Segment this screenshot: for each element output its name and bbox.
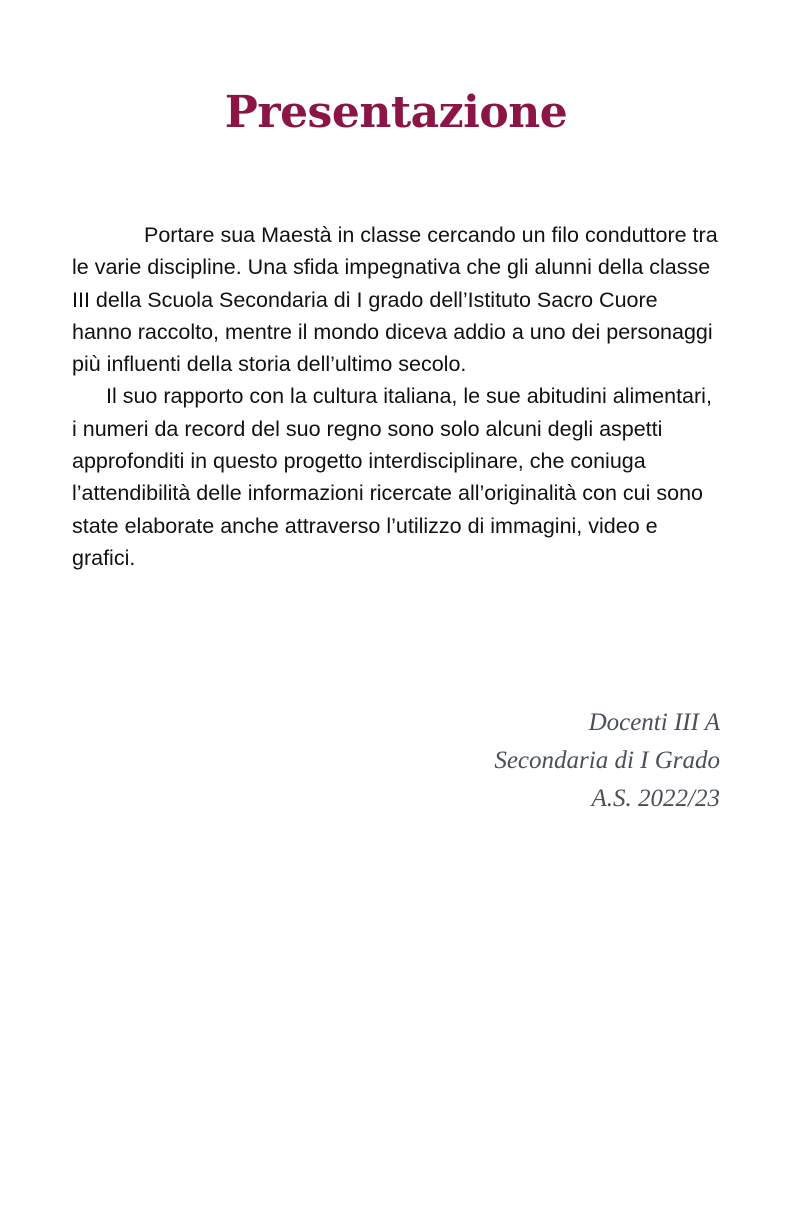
- paragraph-1: Portare sua Maestà in classe cercando un filo conduttore tra le varie discipline. Una sfida impegnativa che gli alunni della classe III della Scuola Secondaria di I grado dell’Istituto Sacro Cuore hanno raccolto, mentre il mondo diceva addio a uno dei personaggi più influenti della storia dell’ultimo secolo.: [72, 223, 718, 377]
- paragraph-2: Il suo rapporto con la cultura italiana, le sue abitudini alimentari, i numeri da record del suo regno sono solo alcuni degli aspetti approfonditi in questo progetto interdisciplinare, che coniuga l’attendibilità delle informazioni ricercate all’originalità con cui sono state elaborate anche attraverso l’utilizzo di immagini, video e grafici.: [72, 384, 712, 570]
- signature-line-year: A.S. 2022/23: [591, 785, 720, 812]
- body-text: [72, 219, 722, 574]
- signature-block: [220, 704, 720, 818]
- signature-line-authors: Docenti III A: [588, 709, 720, 736]
- page-title: Presentazione: [224, 87, 568, 138]
- signature-line-school: Secondaria di I Grado: [494, 747, 720, 774]
